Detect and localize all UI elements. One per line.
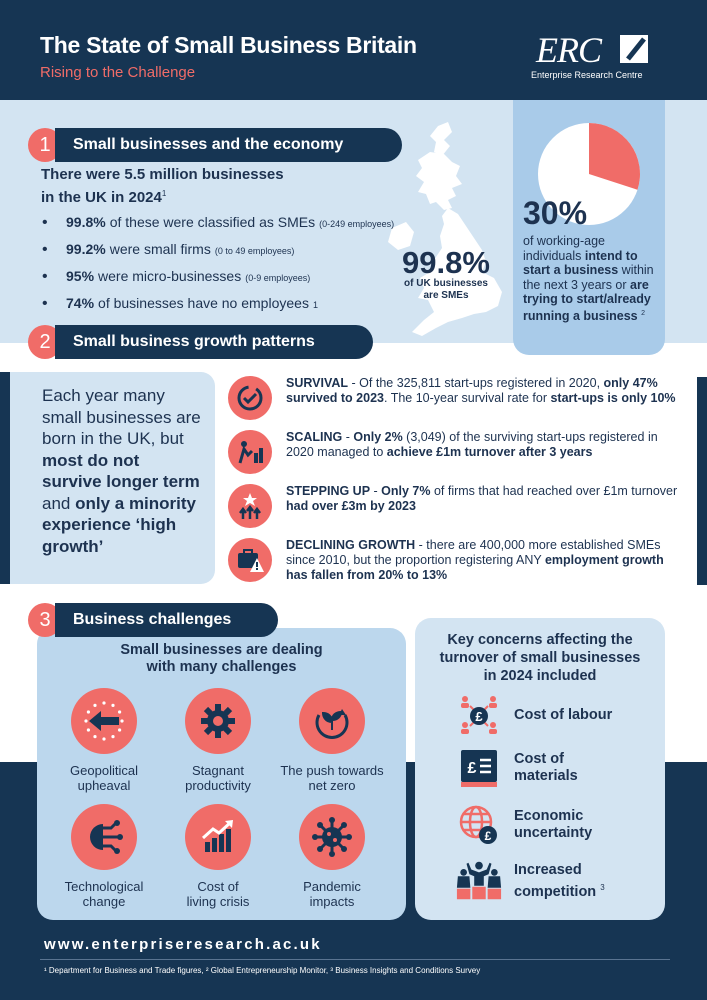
plant-icon [299,688,365,754]
declining-growth-icon [228,538,272,582]
materials-icon [455,745,503,791]
concern-materials: £ Cost of materials [455,745,578,791]
scaling-icon [228,430,272,474]
concern-competition: Increased competition $^3$ [455,858,605,904]
growth-item-survival: SURVIVAL - Of the 325,811 start-ups registered in 2020, only 47% survived to 2023. The 10-year survival rate for start-ups is only 10% [228,376,688,420]
page-subtitle: Rising to the Challenge [40,64,196,81]
challenge-geopolitical: Geopolitical upheaval [45,688,163,793]
list-item: • 74% of businesses have no employees 1 [42,295,318,312]
section1-number: 1 [28,128,62,162]
svg-text:£: £ [467,760,477,777]
growth-item-scaling: SCALING - Only 2% (3,049) of the surviving start-ups registered in 2020 managed to achieve £1m turnover after 3 years [228,430,688,474]
footnotes: ¹ Department for Business and Trade figures, ² Global Entrepreneurship Monitor, ³ Business Insights and Conditions Survey [44,966,481,975]
intent-description: of working-age individuals intend to start a business within the next 3 years or are trying to start/already running a business $^2$ [523,234,654,323]
svg-text:£: £ [475,709,483,724]
key-concerns-title: Key concerns affecting the turnover of small businesses in 2024 included [439,632,641,684]
sme-share-stat: 99.8% of UK businesses are SMEs [402,245,490,301]
challenge-pandemic: Pandemic impacts [273,804,391,909]
section2-heading: Small business growth patterns [55,325,373,359]
page-title: The State of Small Business Britain [40,32,417,58]
concern-labour: £ Cost of labour [455,692,612,738]
arrow-left-icon [71,688,137,754]
stepping-up-icon [228,484,272,528]
accent-bar [697,377,707,585]
logo-slash-icon [620,35,648,63]
growth-summary-text: Each year many small businesses are born in the UK, but most do not survive longer term and only a minority experience ‘high growth’ [42,386,201,556]
website-link[interactable]: www.enterpriseresearch.ac.uk [44,936,322,953]
list-item: • 95% were micro-businesses (0-9 employees) [42,268,311,285]
intent-percent: 30% [523,195,588,231]
challenges-title: Small businesses are dealing with many challenges [120,642,323,675]
circuit-icon [71,804,137,870]
virus-icon [299,804,365,870]
challenge-cost-of-living: Cost of living crisis [159,804,277,909]
section2-number: 2 [28,325,62,359]
concern-economic: £ Economic uncertainty [455,802,592,848]
section3-heading: Business challenges [55,603,278,637]
challenge-technology: Technological change [45,804,163,909]
challenge-net-zero: The push towards net zero [273,688,391,793]
accent-bar [0,372,10,584]
footer-divider [40,959,670,960]
competition-icon [455,858,503,904]
growth-item-declining: DECLINING GROWTH - there are 400,000 more established SMEs since 2010, but the proportion registering ANY employment growth has fallen from 20% to 13% [228,538,688,583]
svg-text:£: £ [484,829,492,843]
labour-icon [455,692,503,738]
erc-logo: ERC [536,30,601,70]
gear-icon [185,688,251,754]
challenge-productivity: Stagnant productivity [159,688,277,793]
globe-icon [455,802,503,848]
section1-lead: There were 5.5 million businesses in the UK in 2024$^1$ [41,166,284,206]
list-item: • 99.8% of these were classified as SMEs (0-249 employees) [42,214,395,231]
growth-item-stepping-up: STEPPING UP - Only 7% of firms that had reached over £1m turnover had over £3m by 2023 [228,484,688,528]
section1-heading: Small businesses and the economy [55,128,402,162]
list-item: • 99.2% were small firms (0 to 49 employees) [42,241,295,258]
logo-subtitle: Enterprise Research Centre [531,70,643,80]
section3-number: 3 [28,603,62,637]
rising-chart-icon [185,804,251,870]
survival-icon [228,376,272,420]
